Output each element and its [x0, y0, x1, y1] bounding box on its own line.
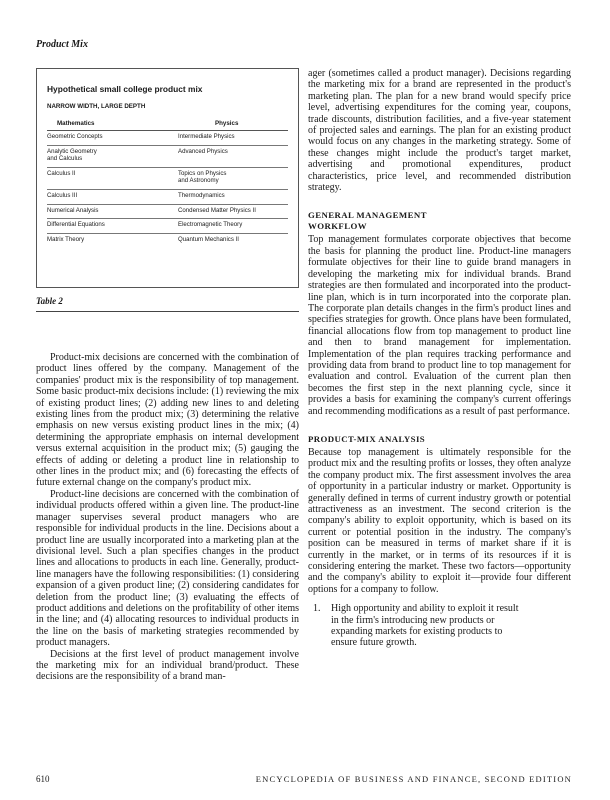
options-list [308, 603, 571, 649]
list-item-number: 1. [313, 603, 321, 615]
table-subtitle: NARROW WIDTH, LARGE DEPTH [47, 103, 146, 110]
list-item [308, 603, 571, 649]
table-cell: Condensed Matter Physics II [178, 206, 256, 214]
body-paragraph: Product-mix decisions are concerned with the combination of product lines offered by the company. Management of the companies' product mix is the responsibility of top management. Some basic product-mix decisions include: (1) reviewing the mix of existing product lines; (2) adding new lines to and deleting existing lines from the product mix; (3) determining the relative emphasis on new versus existing product lines in the mix; (4) determining the appropriate emphasis on internal development versus external acquisition in the product mix; (5) gauging the effects of adding or deleting a product line in relationship to other lines in the product mix; and (6) forecasting the effects of future external change on the company's product mix. [36, 352, 299, 489]
page-footer [36, 774, 572, 784]
table-cell: Differential Equations [47, 221, 105, 229]
left-column [36, 68, 299, 683]
list-item-text: High opportunity and ability to exploit it result in the firm's introducing new products or expanding markets for existing products to ensure future growth. [331, 603, 519, 649]
table-cell: Intermediate Physics [178, 133, 235, 140]
body-paragraph: Decisions at the first level of product management involve the marketing mix for an individual brand/product. These decisions are the responsibility of a brand man- [36, 648, 299, 683]
table-header-row [47, 120, 288, 131]
table-row [47, 168, 288, 190]
page-number: 610 [36, 774, 50, 784]
table-title: Hypothetical small college product mix [47, 84, 203, 94]
table-row [47, 205, 288, 220]
table-header-mathematics: Mathematics [57, 120, 95, 127]
table-cell: Calculus III [47, 191, 78, 199]
table-cell: Analytic Geometry and Calculus [47, 147, 97, 163]
table-cell: Matrix Theory [47, 235, 85, 243]
product-mix-table [36, 68, 299, 288]
table-row [47, 131, 288, 146]
table-cell: Quantum Mechanics II [178, 235, 239, 243]
table-row [47, 190, 288, 205]
section-heading-line: WORKFLOW [308, 221, 367, 232]
body-paragraph: Because top management is ultimately responsible for the product mix and the resulting profits or losses, they often analyze the company product mix. The first assessment involves the area of opportunity in a particular industry or market. Opportunity is generally defined in terms of current industry growth or potential attractiveness as an investment. The second criterion is the company's ability to exploit opportunity, which is based on its current or potential position in the industry. The company's position can be measured in terms of market share if it is currently in the market, or in terms of its resources if it is considering entering the market. These two factors—opportunity and the company's ability to exploit it—provide four different options for a company to follow. [308, 446, 571, 595]
right-column [308, 68, 571, 649]
table-row [47, 146, 288, 168]
table-cell: Calculus II [47, 169, 76, 177]
section-heading-general-management [308, 210, 571, 232]
table-cell: Advanced Physics [178, 147, 228, 155]
running-head: Product Mix [36, 39, 88, 50]
body-paragraph: Top management formulates corporate objectives that become the basis for planning the product line. Product-line managers formulate objectives for their line to guide brand managers in developing the marketing mix for individual brands. Brand strategies are then formulated and incorporated into the product-line plan, which is in turn incorporated into the corporate plan. The corporate plan details changes in the firm's product lines and specifies strategies for growth. Once plans have been formulated, financial allocations flow from top management to product line and then to brand management for implementation. Implementation of the plan requires tracking performance and providing data from brand to product line to top management for evaluation and control. Evaluation of the current plan then becomes the first step in the next planning cycle, since it provides a basis for examining the company's current offerings and recommending modifications as a result of past performance. [308, 234, 571, 417]
body-paragraph: Product-line decisions are concerned with the combination of individual products offered within a given line. The product-line manager supervises several product managers who are responsible for individual products in the line. Decisions about a product line are usually incorporated into a marketing plan at the divisional level. Such a plan specifies changes in the product lines and allocations to products in each line. Generally, product-line managers have the following responsibilities: (1) considering expansion of a given product line; (2) considering candidates for deletion from the product line; (3) evaluating the effects of product additions and deletions on the profitability of other items in the line; and (4) allocating resources to individual products in the line on the basis of marketing strategies recommended by product managers. [36, 488, 299, 649]
table-cell: Topics on Physics and Astronomy [178, 169, 227, 185]
table-row [47, 234, 288, 248]
section-heading-line: GENERAL MANAGEMENT [308, 210, 427, 221]
table-header-physics: Physics [215, 120, 239, 127]
table-cell: Electromagnetic Theory [178, 221, 243, 229]
table-cell: Numerical Analysis [47, 206, 99, 214]
body-paragraph-continued: ager (sometimes called a product manager). Decisions regarding the marketing mix for a brand are represented in the product's marketing plan. The plan for a new brand would specify price level, advertising expenditures for the coming year, coupons, trade discounts, distribution facilities, and a five-year statement of projected sales and earnings. The plan for an existing product would focus on any changes in the marketing strategy. Some of these changes might include the product's target market, advertising and promotional expenditures, product characteristics, price level, and recommended distribution strategy. [308, 68, 571, 194]
table-row [47, 219, 288, 234]
table-caption: Table 2 [36, 296, 299, 312]
table-cell: Thermodynamics [178, 191, 225, 199]
table-cell: Geometric Concepts [47, 133, 103, 140]
book-title: ENCYCLOPEDIA OF BUSINESS AND FINANCE, SECOND EDITION [255, 774, 572, 784]
section-heading-product-mix-analysis: PRODUCT-MIX ANALYSIS [308, 433, 426, 444]
